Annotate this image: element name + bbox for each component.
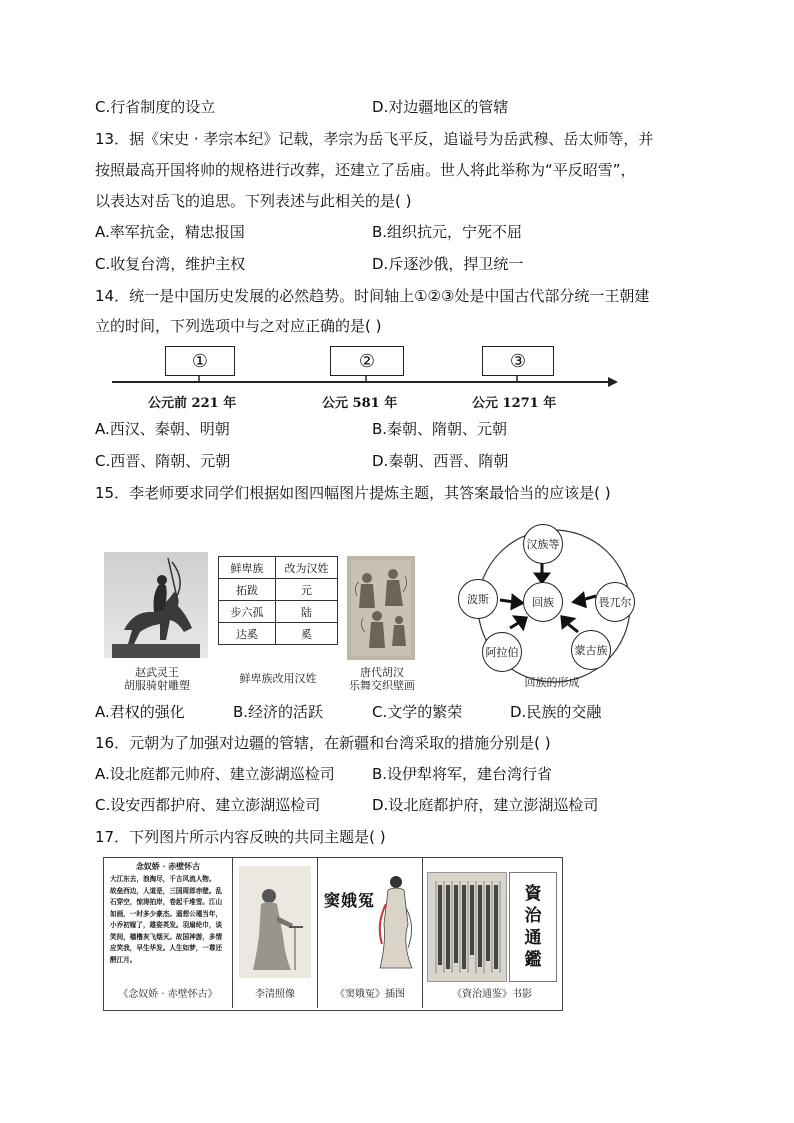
dou-e-illustration-image	[372, 864, 418, 982]
q13-option-d: D.斥逐沙俄，捍卫统一	[372, 255, 524, 273]
q17-stem-line1: 17．下列图片所示内容反映的共同主题是( )	[95, 828, 386, 846]
q16-stem-line1: 16．元朝为了加强对边疆的管辖，在新疆和台湾采取的措施分别是( )	[95, 734, 551, 752]
q15-option-c: C.文学的繁荣	[372, 703, 463, 721]
diagram-node: 蒙古族	[571, 630, 611, 670]
q17-image-strip	[103, 857, 563, 1011]
diagram-node: 畏兀尔	[595, 582, 635, 622]
dou-e-caption: 《窦娥冤》插图	[335, 989, 405, 1000]
q12-option-c: C.行省制度的设立	[95, 98, 216, 116]
poem-line: 笑间，樯橹灰飞烟灭。故国神游，多情	[110, 932, 223, 941]
q14-option-b: B.秦朝、隋朝、元朝	[372, 420, 508, 438]
diagram-node: 阿拉伯	[482, 632, 522, 672]
table-row	[219, 557, 338, 579]
xianbei-surname-table	[218, 556, 338, 645]
diagram-node: 汉族等	[523, 524, 563, 564]
poem-line: 酹江月。	[110, 955, 137, 964]
q15-option-b: B.经济的活跃	[233, 703, 324, 721]
table-row	[219, 579, 338, 601]
q16-option-a: A.设北庭都元帅府、建立澎湖巡检司	[95, 765, 335, 783]
zizhi-tongjian-title: 資治通鑑	[524, 884, 542, 970]
table-cell: 奚	[276, 623, 338, 645]
q14-option-c: C.西晋、隋朝、元朝	[95, 452, 231, 470]
timeline-date-3: 公元 1271 年	[472, 396, 557, 411]
timeline-figure	[110, 342, 620, 414]
diagram-node: 波斯	[458, 579, 498, 619]
tang-mural-image	[347, 556, 415, 660]
horseback-archer-sculpture-image	[104, 552, 208, 658]
q14-option-a: A.西汉、秦朝、明朝	[95, 420, 230, 438]
q13-stem-line1: 13．据《宋史 · 孝宗本纪》记载，孝宗为岳飞平反，追谥号为岳武穆、岳太师等，并	[95, 130, 654, 148]
table-cell: 陆	[276, 601, 338, 623]
pic1-caption-line1: 赵武灵王	[135, 666, 179, 679]
dou-e-panel	[318, 858, 423, 1008]
poem-line: 大江东去，浪淘尽，千古风流人物。	[110, 875, 216, 883]
q13-stem-line2: 按照最高开国将帅的规格进行改葬，还建立了岳庙。世人将此举称为“平反昭雪”，	[95, 161, 636, 179]
poem-line: 如画，一时多少豪杰。遥想公瑾当年，	[110, 909, 223, 918]
zizhi-tongjian-panel	[423, 858, 561, 1008]
book-page-image	[427, 872, 507, 982]
q13-option-c: C.收复台湾，维护主权	[95, 255, 246, 273]
pic1-caption	[108, 666, 206, 692]
table-row	[219, 601, 338, 623]
table-row	[219, 623, 338, 645]
table-cell: 元	[276, 579, 338, 601]
li-qingzhao-panel	[233, 858, 318, 1008]
poem-caption: 《念奴娇 · 赤壁怀古》	[118, 989, 218, 1000]
q14-stem-line1: 14．统一是中国历史发展的必然趋势。时间轴上①②③处是中国古代部分统一王朝建	[95, 287, 650, 305]
hui-formation-diagram	[452, 524, 666, 690]
q15-option-d: D.民族的交融	[510, 703, 602, 721]
table-cell: 达奚	[219, 623, 276, 645]
timeline-date-1: 公元前 221 年	[148, 396, 237, 411]
table-cell: 拓跋	[219, 579, 276, 601]
q16-option-d: D.设北庭都护府，建立澎湖巡检司	[372, 796, 599, 814]
poem-text	[110, 874, 228, 966]
poem-panel	[104, 858, 233, 1008]
q13-option-a: A.率军抗金，精忠报国	[95, 223, 245, 241]
timeline-date-2: 公元 581 年	[322, 396, 398, 411]
table-header: 改为汉姓	[276, 557, 338, 579]
q15-option-a: A.君权的强化	[95, 703, 185, 721]
timeline-mark-3: ③	[482, 346, 554, 376]
pic3-caption-line1: 唐代胡汉	[360, 666, 404, 679]
poem-line: 应笑我，早生华发。人生如梦，一尊还	[110, 944, 223, 952]
table-caption: 鲜卑族改用汉姓	[239, 672, 317, 685]
pic3-caption	[340, 666, 424, 692]
pic3-caption-line2: 乐舞交织壁画	[349, 679, 415, 692]
table-cell: 步六孤	[219, 601, 276, 623]
li-qingzhao-portrait-image	[239, 866, 311, 978]
q13-option-b: B.组织抗元，宁死不屈	[372, 223, 523, 241]
q16-option-c: C.设安西都护府、建立澎湖巡检司	[95, 796, 321, 814]
poem-title: 念奴娇 · 赤壁怀古	[135, 861, 201, 871]
poem-line: 故垒西边，人道是，三国周郎赤壁。乱	[110, 886, 223, 895]
q14-stem-line2: 立的时间，下列选项中与之对应正确的是( )	[95, 317, 382, 335]
diagram-caption: 回族的形成	[524, 676, 580, 689]
poem-line: 小乔初嫁了，雄姿英发。羽扇纶巾，谈	[110, 921, 223, 929]
q13-stem-line3: 以表达对岳飞的追思。下列表述与此相关的是( )	[95, 192, 412, 210]
book-cover	[509, 872, 557, 982]
timeline-mark-2: ②	[330, 346, 404, 376]
q14-option-d: D.秦朝、西晋、隋朝	[372, 452, 509, 470]
dou-e-book-title: 窦娥冤	[324, 891, 376, 910]
q16-option-b: B.设伊犁将军，建台湾行省	[372, 765, 553, 783]
portrait-caption: 李清照像	[255, 989, 295, 1000]
timeline-mark-1: ①	[165, 346, 235, 376]
q15-stem-line1: 15．李老师要求同学们根据如图四幅图片提炼主题，其答案最恰当的应该是( )	[95, 484, 611, 502]
pic1-caption-line2: 胡服骑射雕塑	[124, 679, 190, 692]
book-caption: 《資治通鉴》书影	[452, 989, 532, 1000]
diagram-center-node: 回族	[523, 582, 563, 622]
q12-option-d: D.对边疆地区的管辖	[372, 98, 509, 116]
poem-line: 石穿空，惊涛拍岸，卷起千堆雪。江山	[110, 898, 223, 906]
table-header: 鲜卑族	[219, 557, 276, 579]
